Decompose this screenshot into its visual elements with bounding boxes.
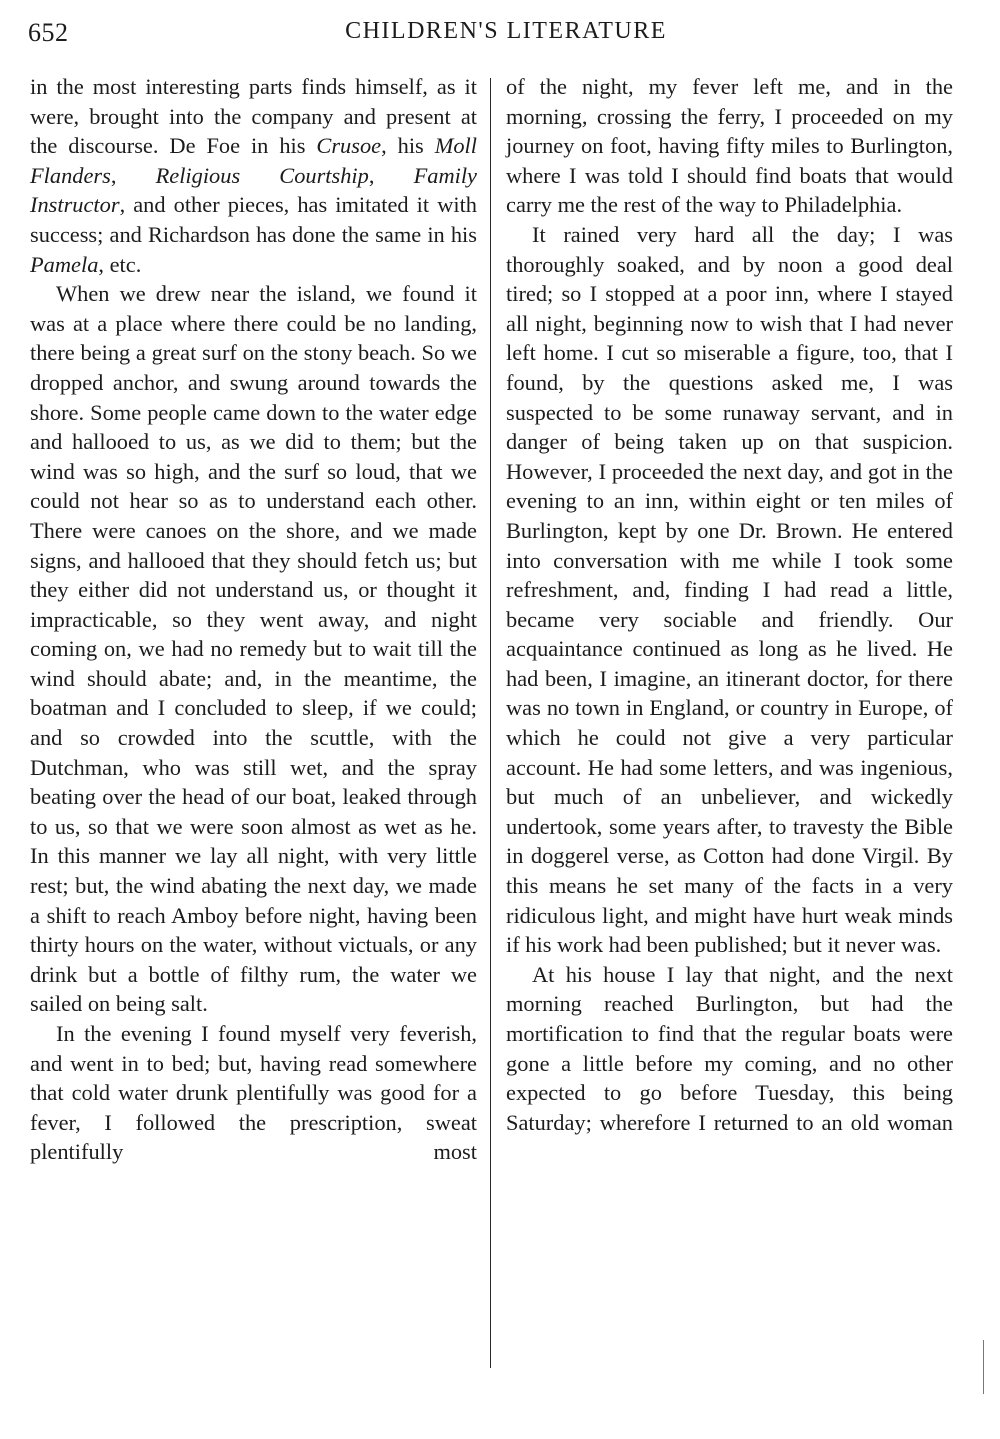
page-number: 652 xyxy=(28,18,69,47)
column-divider xyxy=(490,78,491,1368)
title-religious-courtship: Religious Courtship xyxy=(155,162,369,188)
paragraph-fever-left: of the night, my fever left me, and in the morning, crossing the ferry, I proceeded on my journey on foot, having fifty miles to Burlington, where I was told I should find boats that would carry me the rest of the way to Philadelphia. xyxy=(506,74,953,218)
title-crusoe: Crusoe xyxy=(316,133,382,159)
margin-rule xyxy=(983,1340,984,1394)
text-span: , xyxy=(368,162,414,188)
text-span: , and other pieces, has imitated it with success; and Richardson has done the same in his xyxy=(30,192,477,247)
left-column xyxy=(30,72,477,1167)
title-pamela: Pamela xyxy=(30,251,99,277)
paragraph-rained-hard: It rained very hard all the day; I was thoroughly soaked, and by noon a good deal tired; so I stopped at a poor inn, where I stayed all night, beginning now to wish that I had never left home. I cut so miserable a figure, too, that I found, by the questions asked me, I was suspected to be some runaway servant, and in danger of being taken up on that suspicion. However, I proceeded the next day, and got in the evening to an inn, within eight or ten miles of Burlington, kept by one Dr. Brown. He entered into conversation with me while I took some refreshment, and, finding I had read a little, became very sociable and friendly. Our acquaintance continued as long as he lived. He had been, I imagine, an itinerant doctor, for there was no town in England, or country in Europe, of which he could not give a very particular account. He had some letters, and was ingenious, but much of an unbeliever, and wickedly undertook, some years after, to travesty the Bible in doggerel verse, as Cotton had done Virgil. By this means he set many of the facts in a very ridiculous light, and might have hurt weak minds if his work had been published; but it never was. xyxy=(506,221,953,958)
text-span: , xyxy=(110,162,156,188)
text-span: , etc. xyxy=(98,251,142,277)
paragraph-house-burlington: At his house I lay that night, and the next morning reached Burlington, but had the mortification to find that the regular boats were gone a little before my coming, and no other expected to go before Tuesday, this being Saturday; wherefore I returned to an old woman xyxy=(506,961,953,1135)
text-span: , his xyxy=(381,133,435,159)
text-span: in the most interesting parts finds himself, as it were, brought into the company and present at the discourse. De Foe in his xyxy=(30,74,477,159)
title-moll-flanders: Moll Flanders xyxy=(30,133,477,188)
page-header xyxy=(28,14,944,54)
paragraph-island-landing: When we drew near the island, we found it was at a place where there could be no landing, there being a great surf on the stony beach. So we dropped anchor, and swung around towards the shore. Some people came down to the water edge and hallooed to us, as we did to them; but the wind was so high, and the surf so loud, that we could not hear so as to understand each other. There were canoes on the shore, and we made signs, and hallooed that they should fetch us; but they either did not understand us, or thought it impracticable, so they went away, and night coming on, we had no remedy but to wait till the wind should abate; and, in the meantime, the boatman and I concluded to sleep, if we could; and so crowded into the scuttle, with the Dutchman, who was still wet, and the spray beating over the head of our boat, leaked through to us, so that we were soon almost as wet as he. In this manner we lay all night, with very little rest; but, the wind abating the next day, we made a shift to reach Amboy before night, having been thirty hours on the water, without victuals, or any drink but a bottle of filthy rum, the water we sailed on being salt. xyxy=(30,281,477,1017)
title-family-instructor: Family Instructor xyxy=(30,162,478,218)
paragraph-continued-from-previous-page xyxy=(30,72,477,279)
paragraph-feverish-evening: In the evening I found myself very feverish, and went in to bed; but, having read somewhere that cold water drunk plentifully was good for a fever, I followed the prescription, sweat plentifully most xyxy=(30,1021,477,1165)
running-title: CHILDREN'S LITERATURE xyxy=(345,18,667,44)
right-column xyxy=(506,72,953,1137)
